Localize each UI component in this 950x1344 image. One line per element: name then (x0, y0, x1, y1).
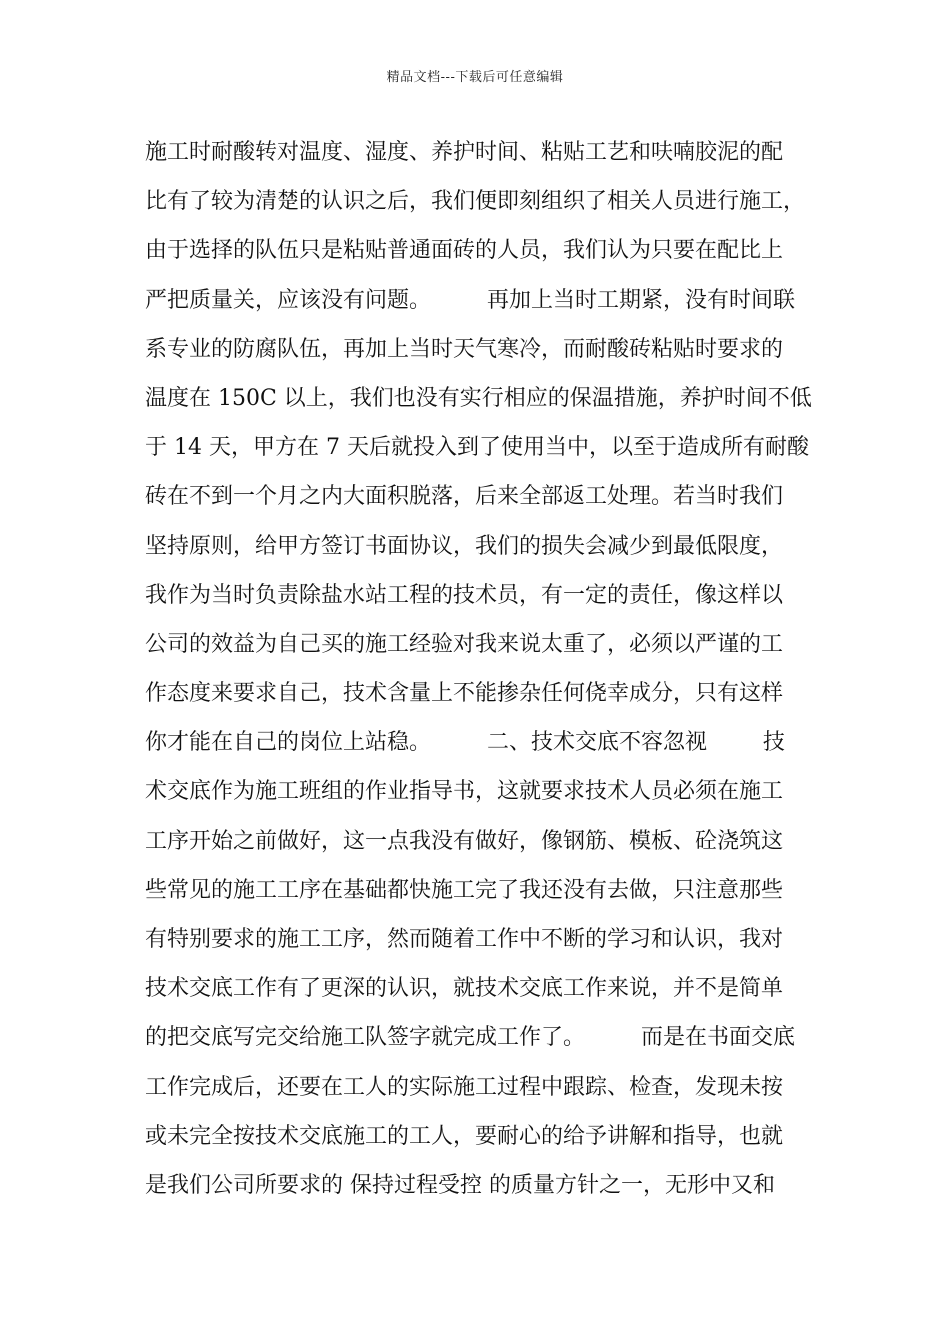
text-line: 坚持原则，给甲方签订书面协议，我们的损失会减少到最低限度， (145, 533, 784, 559)
text-line: 系专业的防腐队伍，再加上当时天气寒冷，而耐酸砖粘贴时要求的 (145, 336, 784, 362)
text-line: 些常见的施工工序在基础都快施工完了我还没有去做，只注意那些 (145, 877, 784, 903)
text-line: 作态度来要求自己，技术含量上不能掺杂任何侥幸成分，只有这样 (145, 681, 784, 707)
text-line: 于 14 天，甲方在 7 天后就投入到了使用当中，以至于造成所有耐酸 (145, 435, 809, 461)
text-line: 或未完全按技术交底施工的工人，要耐心的给予讲解和指导，也就 (145, 1123, 784, 1149)
page-header: 精品文档---下载后可任意编辑 (386, 70, 564, 85)
text-line: 温度在 150C 以上，我们也没有实行相应的保温措施，养护时间不低 (145, 385, 812, 411)
body-text (145, 128, 825, 1210)
text-line: 的把交底写完交给施工队签字就完成工作了。 而是在书面交底 (145, 1025, 795, 1051)
text-line: 有特别要求的施工工序，然而随着工作中不断的学习和认识，我对 (145, 927, 784, 952)
text-line: 术交底作为施工班组的作业指导书，这就要求技术人员必须在施工 (145, 779, 784, 805)
text-line: 严把质量关，应该没有问题。 再加上当时工期紧，没有时间联 (145, 287, 795, 313)
text-line: 施工时耐酸转对温度、湿度、养护时间、粘贴工艺和呋喃胶泥的配 (145, 140, 784, 165)
text-line: 工作完成后，还要在工人的实际施工过程中跟踪、检查，发现未按 (145, 1074, 784, 1100)
text-line: 比有了较为清楚的认识之后，我们便即刻组织了相关人员进行施工， (145, 189, 806, 215)
text-line: 我作为当时负责除盐水站工程的技术员，有一定的责任，像这样以 (145, 582, 784, 608)
text-line: 技术交底工作有了更深的认识，就技术交底工作来说，并不是简单 (145, 976, 784, 1002)
text-line: 你才能在自己的岗位上站稳。 二、技术交底不容忽视 技 (145, 730, 785, 756)
text-line: 工序开始之前做好，这一点我没有做好，像钢筋、模板、砼浇筑这 (145, 828, 784, 854)
text-line: 公司的效益为自己买的施工经验对我来说太重了，必须以严谨的工 (145, 631, 784, 657)
text-line: 是我们公司所要求的 保持过程受控 的质量方针之一，无形中又和 (145, 1172, 775, 1198)
text-line: 由于选择的队伍只是粘贴普通面砖的人员，我们认为只要在配比上 (145, 238, 784, 264)
text-line: 砖在不到一个月之内大面积脱落，后来全部返工处理。若当时我们 (145, 484, 784, 510)
